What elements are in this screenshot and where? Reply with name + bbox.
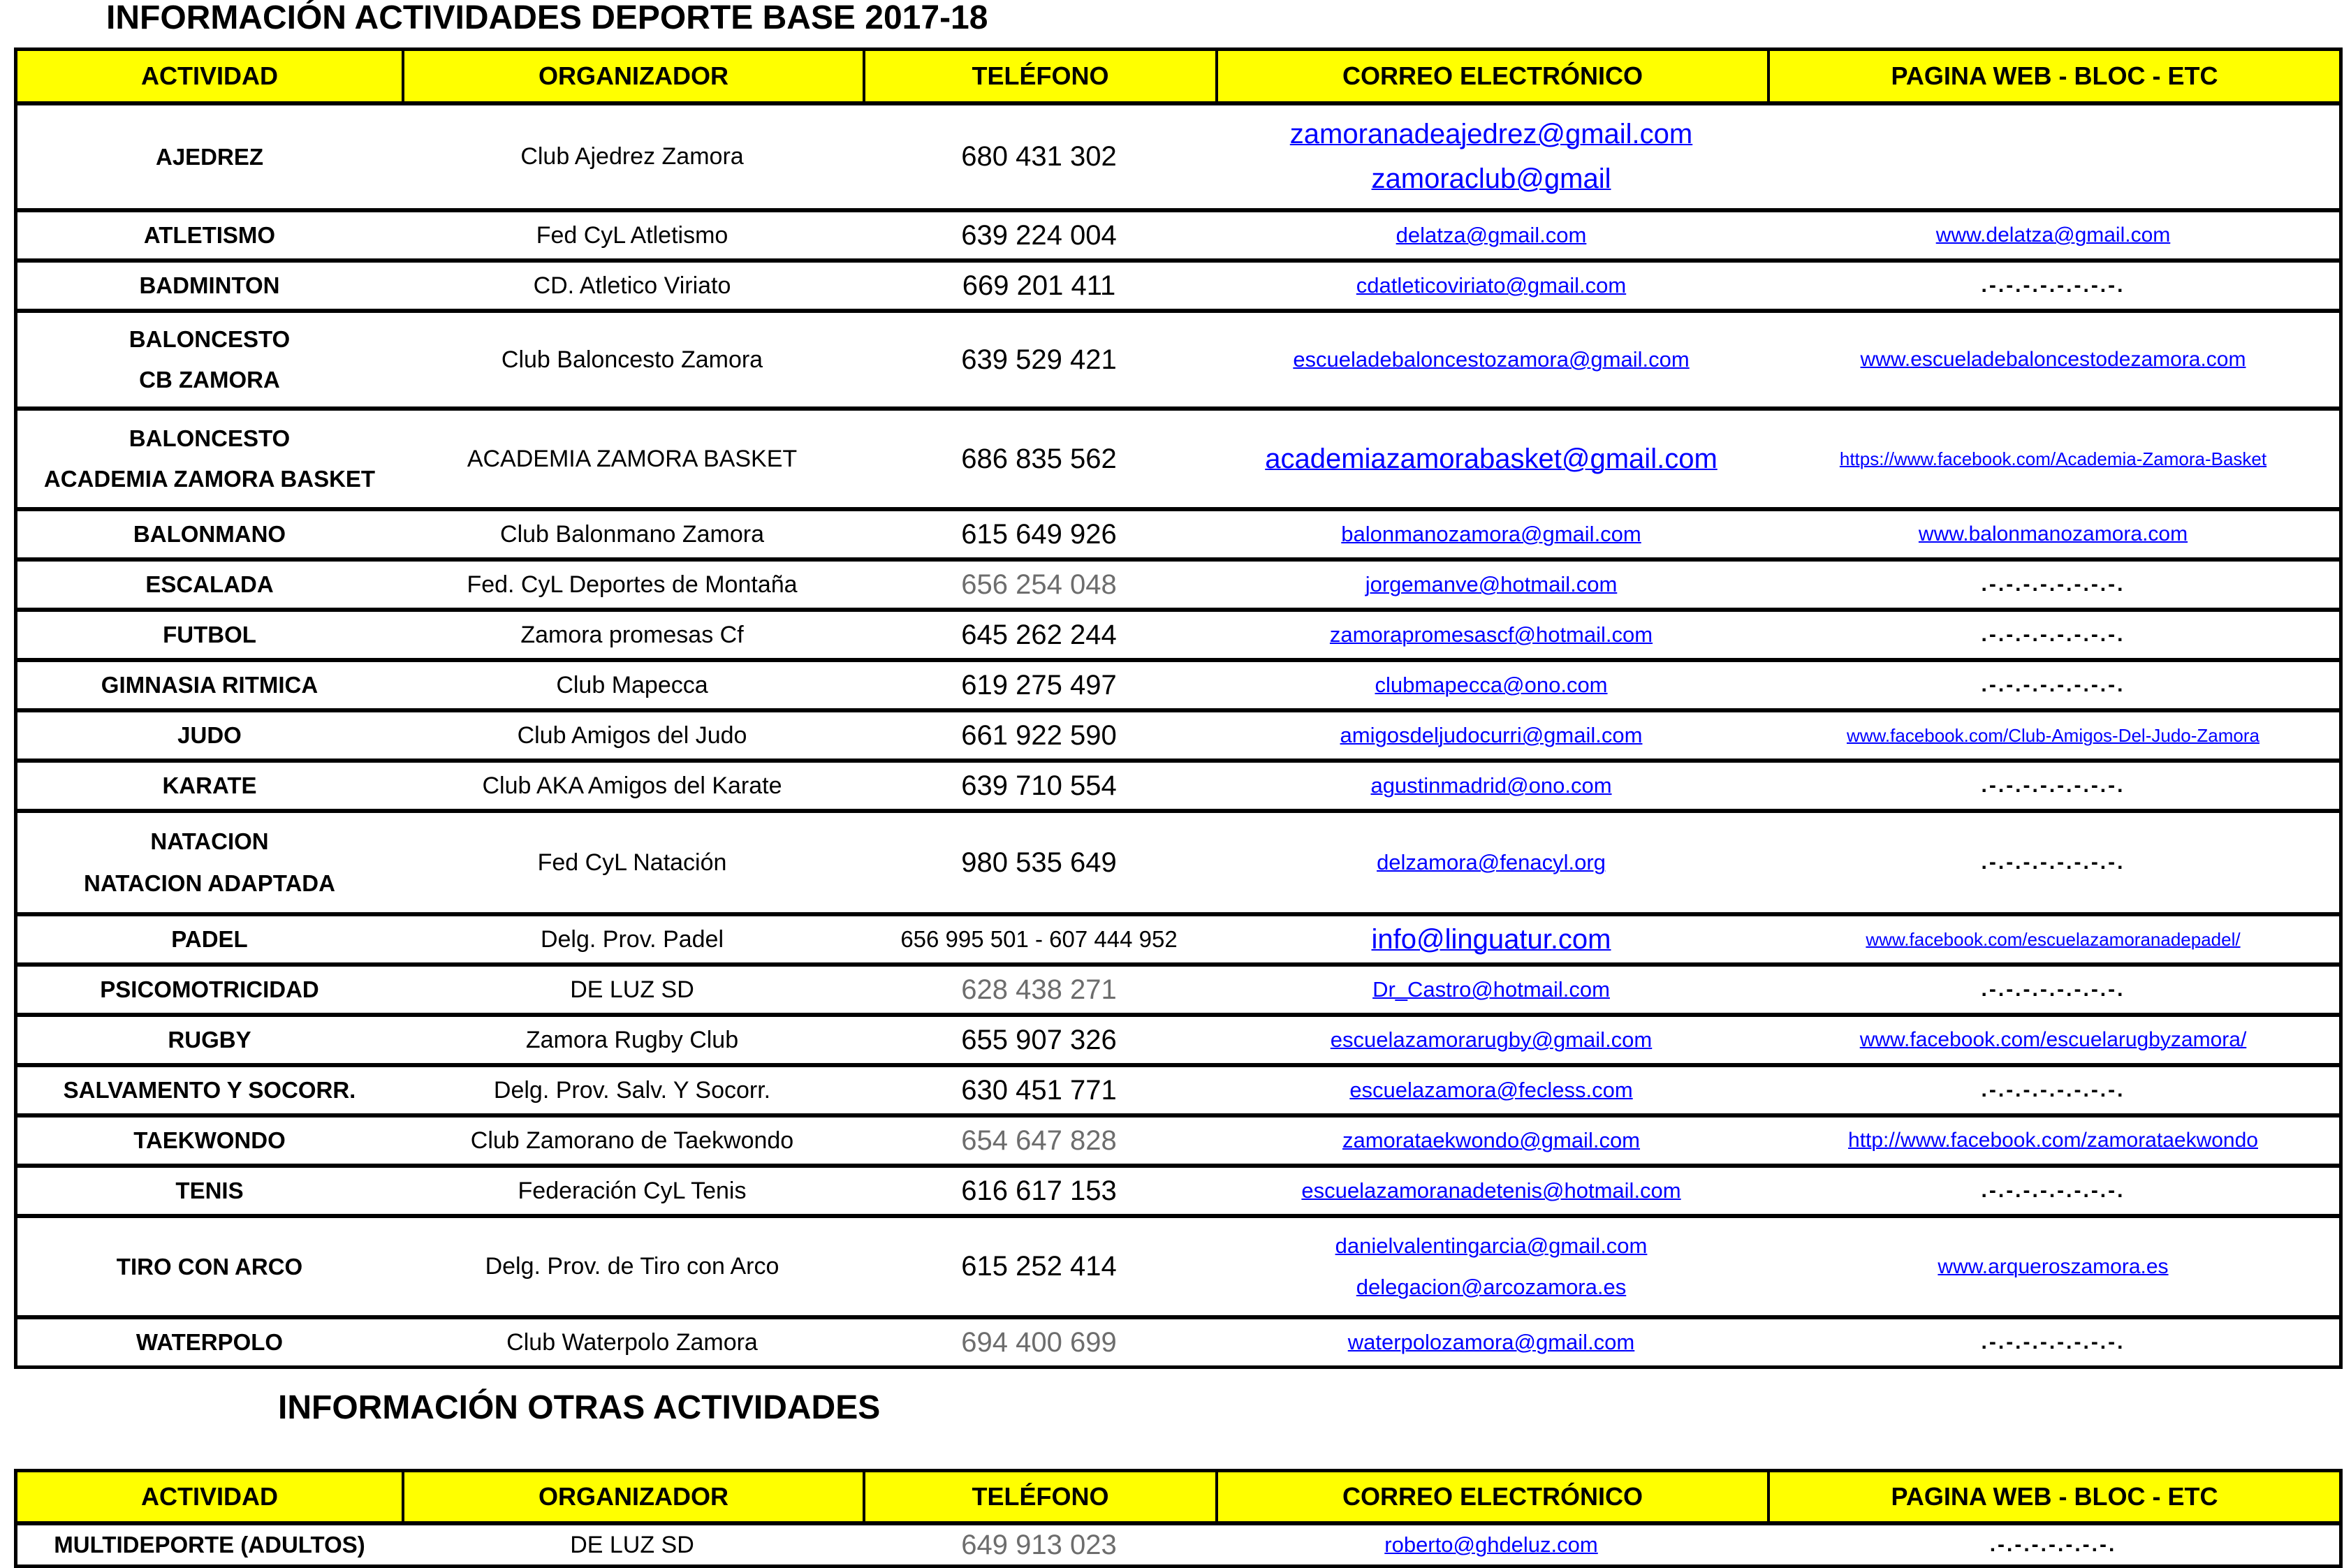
email-link[interactable]: danielvalentingarcia@gmail.com [1335,1233,1648,1259]
organizer-cell [402,916,863,962]
email-cell [1215,662,1767,708]
column-header-correo: CORREO ELECTRÓNICO [1215,1472,1767,1521]
organizer-label: Fed CyL Natación [537,849,727,876]
organizer-label: Delg. Prov. Salv. Y Socorr. [493,1076,771,1104]
activity-label: BALONCESTO [129,425,291,451]
phone-number: 639 224 004 [961,219,1117,251]
phone-cell [863,562,1215,608]
phone-number: 615 649 926 [961,518,1117,550]
phone-cell [863,612,1215,658]
organizer-label: Zamora promesas Cf [520,621,744,648]
activity-cell [17,1017,402,1063]
table-row [17,1164,2339,1214]
phone-cell [863,263,1215,309]
phone-number: 980 535 649 [961,847,1117,878]
phone-number: 649 913 023 [961,1529,1117,1560]
phone-number: 655 907 326 [961,1024,1117,1055]
email-link[interactable]: info@linguatur.com [1371,923,1611,955]
phone-cell [863,813,1215,912]
phone-number: 630 451 771 [961,1074,1117,1106]
activity-label: SALVAMENTO Y SOCORR. [63,1077,356,1104]
organizer-cell [402,1525,863,1565]
web-cell [1767,1218,2339,1315]
organizer-label: Zamora Rugby Club [525,1026,739,1053]
empty-placeholder-dashes: .-.-.-.-.-.-.-.-. [1981,774,2125,797]
phone-cell [863,916,1215,962]
email-link[interactable]: cdatleticoviriato@gmail.com [1356,273,1627,298]
phone-number: 616 617 153 [961,1175,1117,1206]
email-link[interactable]: jorgemanve@hotmail.com [1365,572,1618,596]
table-row [17,1521,2339,1565]
email-cell [1215,263,1767,309]
web-cell [1767,212,2339,258]
table-row [17,406,2339,507]
organizer-cell [402,967,863,1013]
activity-label: BALONMANO [133,521,286,548]
web-link[interactable]: https://www.facebook.com/Academia-Zamora-Basket [1839,448,2267,469]
organizer-label: ACADEMIA ZAMORA BASKET [467,445,798,472]
table-row [17,912,2339,962]
web-cell [1767,1525,2339,1565]
email-link[interactable]: escueladebaloncestozamora@gmail.com [1293,347,1690,372]
organizer-cell [402,712,863,759]
web-cell [1767,662,2339,708]
empty-placeholder-dashes: .-.-.-.-.-.-.-.-. [1981,851,2125,874]
activity-cell [17,562,402,608]
organizer-label: Club Ajedrez Zamora [520,143,744,170]
web-link[interactable]: www.facebook.com/escuelarugbyzamora/ [1859,1028,2247,1051]
email-link[interactable]: Dr_Castro@hotmail.com [1372,977,1610,1002]
phone-number: 656 254 048 [961,569,1117,600]
activity-label: TAEKWONDO [133,1127,286,1154]
phone-cell [863,511,1215,557]
organizer-cell [402,212,863,258]
web-link[interactable]: www.facebook.com/Club-Amigos-Del-Judo-Zamora [1847,724,2260,746]
empty-placeholder-dashes: .-.-.-.-.-.-.-.-. [1981,1179,2125,1202]
activity-label: BALONCESTO [129,326,291,353]
web-cell [1767,612,2339,658]
table-body [17,101,2339,1365]
phone-cell [863,1218,1215,1315]
empty-placeholder-dashes: .-.-.-.-.-.-.-.-. [1981,623,2125,646]
activity-label: NATACION ADAPTADA [84,870,335,896]
activity-cell [17,712,402,759]
organizer-cell [402,813,863,912]
activity-cell [17,263,402,309]
activity-cell [17,105,402,208]
activity-label: NATACION [150,828,269,855]
phone-cell [863,313,1215,406]
column-header-actividad: ACTIVIDAD [17,51,402,101]
phone-number: 694 400 699 [961,1326,1117,1358]
table-row [17,1013,2339,1063]
empty-placeholder-dashes: .-.-.-.-.-.-.-.-. [1981,673,2125,696]
organizer-label: Club Zamorano de Taekwondo [470,1127,794,1154]
table-row [17,1113,2339,1164]
phone-cell [863,212,1215,258]
email-link[interactable]: agustinmadrid@ono.com [1370,773,1612,798]
table-row [17,962,2339,1013]
email-link[interactable]: zamorataekwondo@gmail.com [1342,1128,1641,1152]
web-cell [1767,263,2339,309]
phone-cell [863,712,1215,759]
web-cell [1767,967,2339,1013]
phone-number: 639 529 421 [961,344,1117,375]
column-header-pagina-web: PAGINA WEB - BLOC - ETC [1767,51,2339,101]
phone-number: 639 710 554 [961,770,1117,801]
email-cell [1215,612,1767,658]
activity-cell [17,662,402,708]
web-cell [1767,712,2339,759]
email-cell [1215,212,1767,258]
phone-cell [863,662,1215,708]
web-cell [1767,1017,2339,1063]
organizer-label: Fed. CyL Deportes de Montaña [467,571,798,598]
email-link[interactable]: zamoraclub@gmail [1371,163,1611,194]
web-cell [1767,1118,2339,1164]
organizer-cell [402,313,863,406]
empty-placeholder-dashes: .-.-.-.-.-.-.-.-. [1981,1331,2125,1354]
email-cell [1215,411,1767,507]
phone-cell [863,1168,1215,1214]
email-link[interactable]: escuelazamoranadetenis@hotmail.com [1301,1178,1681,1203]
email-cell [1215,916,1767,962]
empty-placeholder-dashes: .-.-.-.-.-.-.-.-. [1981,573,2125,596]
web-cell [1767,763,2339,809]
phone-number: 619 275 497 [961,669,1117,701]
activity-label: AJEDREZ [155,143,264,170]
web-cell [1767,105,2339,208]
empty-placeholder-dashes: .-.-.-.-.-.-.-.-. [1981,978,2125,1001]
organizer-cell [402,263,863,309]
empty-placeholder-dashes: .-.-.-.-.-.-.-. [1989,1533,2117,1556]
organizer-cell [402,511,863,557]
email-cell [1215,1067,1767,1113]
email-cell [1215,1218,1767,1315]
activity-cell [17,511,402,557]
page-title-otras-actividades: INFORMACIÓN OTRAS ACTIVIDADES [278,1389,881,1426]
activity-label: ATLETISMO [143,222,276,249]
phone-number: 680 431 302 [961,141,1117,172]
table-header-row [17,51,2339,101]
activity-label: KARATE [162,772,257,799]
phone-cell [863,105,1215,208]
phone-number: 686 835 562 [961,443,1117,474]
email-cell [1215,1168,1767,1214]
organizer-cell [402,1218,863,1315]
phone-cell [863,1067,1215,1113]
email-link[interactable]: escuelazamorarugby@gmail.com [1330,1027,1653,1052]
organizer-cell [402,662,863,708]
organizer-label: Club Mapecca [556,671,708,698]
phone-cell [863,1118,1215,1164]
web-cell [1767,511,2339,557]
phone-number: 628 438 271 [961,974,1117,1005]
email-cell [1215,1319,1767,1365]
web-cell [1767,1067,2339,1113]
activity-cell [17,1118,402,1164]
activity-cell [17,1319,402,1365]
organizer-label: Club Amigos del Judo [517,721,747,749]
page-title-deporte-base: INFORMACIÓN ACTIVIDADES DEPORTE BASE 2017-18 [106,0,988,36]
activity-label: FUTBOL [163,622,256,648]
organizer-label: Fed CyL Atletismo [536,221,728,249]
table-row [17,101,2339,208]
email-cell [1215,313,1767,406]
organizer-cell [402,1319,863,1365]
web-cell [1767,1319,2339,1365]
column-header-correo: CORREO ELECTRÓNICO [1215,51,1767,101]
organizer-label: Club AKA Amigos del Karate [482,772,782,799]
organizer-cell [402,1067,863,1113]
activity-cell [17,1067,402,1113]
empty-placeholder-dashes: .-.-.-.-.-.-.-.-. [1981,1078,2125,1101]
activity-label: PSICOMOTRICIDAD [100,976,319,1003]
otras-actividades-table [14,1469,2343,1568]
web-cell [1767,313,2339,406]
organizer-cell [402,562,863,608]
deporte-base-table [14,47,2343,1369]
activity-cell [17,1168,402,1214]
web-cell [1767,1168,2339,1214]
web-link[interactable]: www.balonmanozamora.com [1918,522,2188,545]
phone-number: 656 995 501 - 607 444 952 [900,926,1178,952]
organizer-label: Delg. Prov. de Tiro con Arco [485,1253,779,1280]
email-link[interactable]: clubmapecca@ono.com [1375,673,1608,697]
organizer-label: Delg. Prov. Padel [540,925,724,953]
phone-number: 669 201 411 [962,270,1116,301]
activity-cell [17,411,402,507]
column-header-telefono: TELÉFONO [863,51,1215,101]
email-link[interactable]: escuelazamora@fecless.com [1349,1078,1633,1102]
table-row [17,1063,2339,1113]
organizer-cell [402,1118,863,1164]
phone-number: 661 922 590 [961,719,1117,751]
web-link[interactable]: http://www.facebook.com/zamorataekwondo [1848,1129,2258,1152]
activity-label: GIMNASIA RITMICA [101,672,318,698]
web-link[interactable]: www.arqueroszamora.es [1938,1254,2169,1278]
organizer-label: Club Baloncesto Zamora [501,346,763,373]
organizer-label: DE LUZ SD [570,1531,694,1558]
activity-cell [17,967,402,1013]
email-link[interactable]: roberto@ghdeluz.com [1384,1532,1598,1557]
activity-label: BADMINTON [139,272,280,299]
activity-cell [17,313,402,406]
organizer-cell [402,612,863,658]
activity-cell [17,1218,402,1315]
email-link[interactable]: waterpolozamora@gmail.com [1347,1330,1635,1354]
column-header-actividad: ACTIVIDAD [17,1472,402,1521]
phone-cell [863,1017,1215,1063]
web-link[interactable]: www.escueladebaloncestodezamora.com [1860,348,2246,371]
web-link[interactable]: www.facebook.com/escuelazamoranadepadel/ [1866,928,2241,950]
phone-cell [863,1319,1215,1365]
table-row [17,759,2339,809]
activity-label: MULTIDEPORTE (ADULTOS) [54,1532,365,1558]
email-link[interactable]: delegacion@arcozamora.es [1356,1274,1627,1299]
column-header-organizador: ORGANIZADOR [402,1472,863,1521]
email-link[interactable]: delatza@gmail.com [1396,223,1587,247]
activity-cell [17,813,402,912]
phone-cell [863,763,1215,809]
email-cell [1215,562,1767,608]
activity-label: PADEL [171,926,248,953]
table-row [17,557,2339,608]
table-header-row [17,1472,2339,1521]
organizer-cell [402,1168,863,1214]
phone-cell [863,411,1215,507]
organizer-cell [402,105,863,208]
phone-number: 645 262 244 [961,619,1117,650]
activity-label: TIRO CON ARCO [116,1253,303,1280]
email-link[interactable]: balonmanozamora@gmail.com [1341,522,1641,546]
table-row [17,208,2339,258]
table-body [17,1521,2339,1565]
activity-label: WATERPOLO [136,1329,284,1356]
table-row [17,1214,2339,1315]
activity-label: JUDO [177,722,242,749]
table-row [17,658,2339,708]
web-cell [1767,411,2339,507]
activity-cell [17,916,402,962]
activity-label: RUGBY [168,1027,251,1053]
column-header-pagina-web: PAGINA WEB - BLOC - ETC [1767,1472,2339,1521]
table-row [17,309,2339,406]
web-cell [1767,562,2339,608]
web-cell [1767,916,2339,962]
activity-cell [17,612,402,658]
phone-cell [863,1525,1215,1565]
web-cell [1767,813,2339,912]
table-row [17,1315,2339,1365]
table-row [17,708,2339,759]
activity-cell [17,763,402,809]
phone-number: 654 647 828 [961,1124,1117,1156]
table-row [17,809,2339,912]
phone-number: 615 252 414 [961,1251,1117,1282]
email-cell [1215,1525,1767,1565]
table-row [17,258,2339,309]
activity-label: CB ZAMORA [139,366,280,393]
organizer-label: DE LUZ SD [570,976,694,1003]
email-link[interactable]: zamorapromesascf@hotmail.com [1329,622,1653,647]
activity-label: ESCALADA [145,571,274,598]
organizer-label: Federación CyL Tenis [518,1177,747,1204]
table-row [17,608,2339,658]
email-link[interactable]: amigosdeljudocurri@gmail.com [1340,723,1643,747]
organizer-cell [402,1017,863,1063]
email-cell [1215,1017,1767,1063]
organizer-label: Club Waterpolo Zamora [506,1328,758,1356]
email-cell [1215,813,1767,912]
organizer-label: CD. Atletico Viriato [533,272,731,299]
email-link[interactable]: delzamora@fenacyl.org [1377,850,1606,874]
email-cell [1215,511,1767,557]
activity-label: ACADEMIA ZAMORA BASKET [43,466,376,492]
email-link[interactable]: zamoranadeajedrez@gmail.com [1289,119,1693,149]
email-cell [1215,105,1767,208]
email-cell [1215,1118,1767,1164]
email-cell [1215,712,1767,759]
empty-placeholder-dashes: .-.-.-.-.-.-.-.-. [1981,274,2125,297]
column-header-telefono: TELÉFONO [863,1472,1215,1521]
organizer-label: Club Balonmano Zamora [500,520,764,548]
activity-cell [17,1525,402,1565]
activity-cell [17,212,402,258]
table-row [17,507,2339,557]
email-link[interactable]: academiazamorabasket@gmail.com [1265,443,1718,474]
activity-label: TENIS [175,1178,244,1204]
web-link[interactable]: www.delatza@gmail.com [1935,224,2171,247]
email-cell [1215,763,1767,809]
column-header-organizador: ORGANIZADOR [402,51,863,101]
phone-cell [863,967,1215,1013]
organizer-cell [402,763,863,809]
organizer-cell [402,411,863,507]
email-cell [1215,967,1767,1013]
